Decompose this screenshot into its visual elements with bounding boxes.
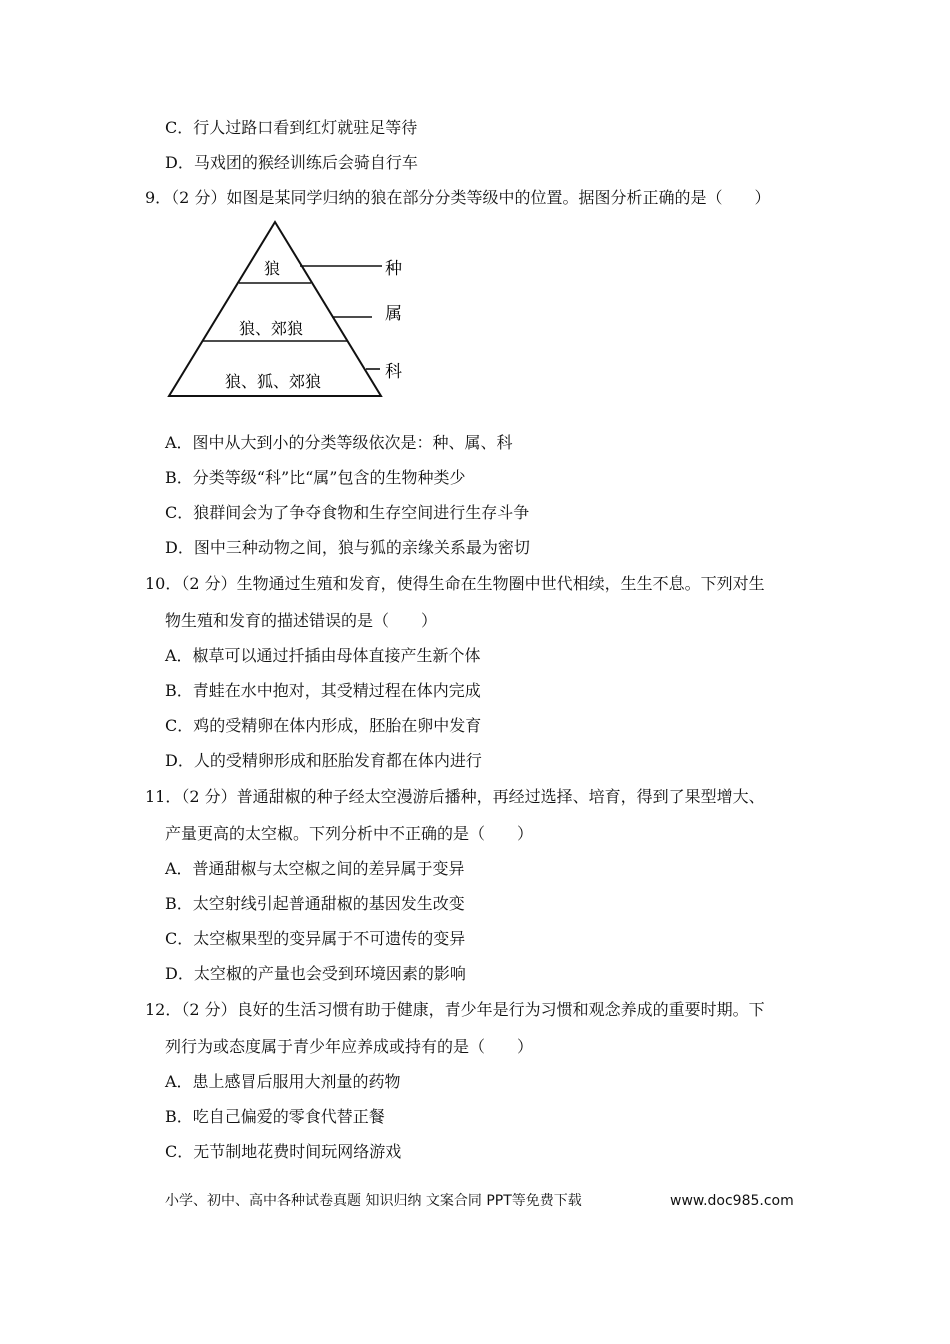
q11-stem: 11．（2 分）普通甜椒的种子经太空漫游后播种，再经过选择、培育，得到了果型增大、	[145, 787, 765, 806]
q12-stem-continued: 列行为或态度属于青少年应养成或持有的是（ ）	[165, 1037, 534, 1056]
q12-option-c: C．无节制地花费时间玩网络游戏	[165, 1142, 402, 1161]
q11-stem-continued: 产量更高的太空椒。下列分析中不正确的是（ ）	[165, 824, 534, 843]
q10-option-c: C．鸡的受精卵在体内形成，胚胎在卵中发育	[165, 716, 482, 735]
label-genus: 属	[385, 304, 402, 324]
label-family: 科	[385, 362, 402, 382]
pyramid-family-content: 狼、狐、郊狼	[224, 372, 322, 391]
pyramid-genus-content: 狼、郊狼	[238, 319, 304, 338]
q11-option-c: C．太空椒果型的变异属于不可遗传的变异	[165, 929, 466, 948]
q11-option-d: D．太空椒的产量也会受到环境因素的影响	[165, 964, 466, 983]
q12-stem: 12．（2 分）良好的生活习惯有助于健康，青少年是行为习惯和观念养成的重要时期。下	[145, 1000, 765, 1019]
footer-text: 小学、初中、高中各种试卷真题 知识归纳 文案合同 PPT等免费下载	[165, 1193, 582, 1209]
label-species: 种	[385, 259, 402, 279]
pyramid-outline	[169, 222, 381, 396]
q10-option-b: B．青蛙在水中抱对，其受精过程在体内完成	[165, 681, 481, 700]
pyramid-species-content: 狼	[263, 259, 281, 278]
q9-option-a: A．图中从大到小的分类等级依次是：种、属、科	[165, 433, 513, 452]
footer-url-link[interactable]: www.doc985.com	[670, 1193, 794, 1209]
q10-stem: 10．（2 分）生物通过生殖和发育，使得生命在生物圈中世代相续，生生不息。下列对生	[145, 574, 765, 593]
q12-option-a: A．患上感冒后服用大剂量的药物	[165, 1072, 401, 1091]
q8-option-d: D．马戏团的猴经训练后会骑自行车	[165, 153, 418, 172]
q11-option-a: A．普通甜椒与太空椒之间的差异属于变异	[165, 859, 465, 878]
q9-option-b: B．分类等级“科”比“属”包含的生物种类少	[165, 468, 466, 487]
q8-option-c: C．行人过路口看到红灯就驻足等待	[165, 118, 418, 137]
q10-option-d: D．人的受精卵形成和胚胎发育都在体内进行	[165, 751, 482, 770]
q9-option-d: D．图中三种动物之间，狼与狐的亲缘关系最为密切	[165, 538, 530, 557]
q9-stem: 9．（2 分）如图是某同学归纳的狼在部分分类等级中的位置。据图分析正确的是（ ）	[145, 188, 771, 207]
classification-pyramid-figure	[160, 218, 420, 400]
q11-option-b: B．太空射线引起普通甜椒的基因发生改变	[165, 894, 465, 913]
q10-stem-continued: 物生殖和发育的描述错误的是（ ）	[165, 611, 438, 630]
q10-option-a: A．椒草可以通过扦插由母体直接产生新个体	[165, 646, 481, 665]
page-footer	[165, 1191, 794, 1211]
q9-option-c: C．狼群间会为了争夺食物和生存空间进行生存斗争	[165, 503, 530, 522]
q12-option-b: B．吃自己偏爱的零食代替正餐	[165, 1107, 385, 1126]
